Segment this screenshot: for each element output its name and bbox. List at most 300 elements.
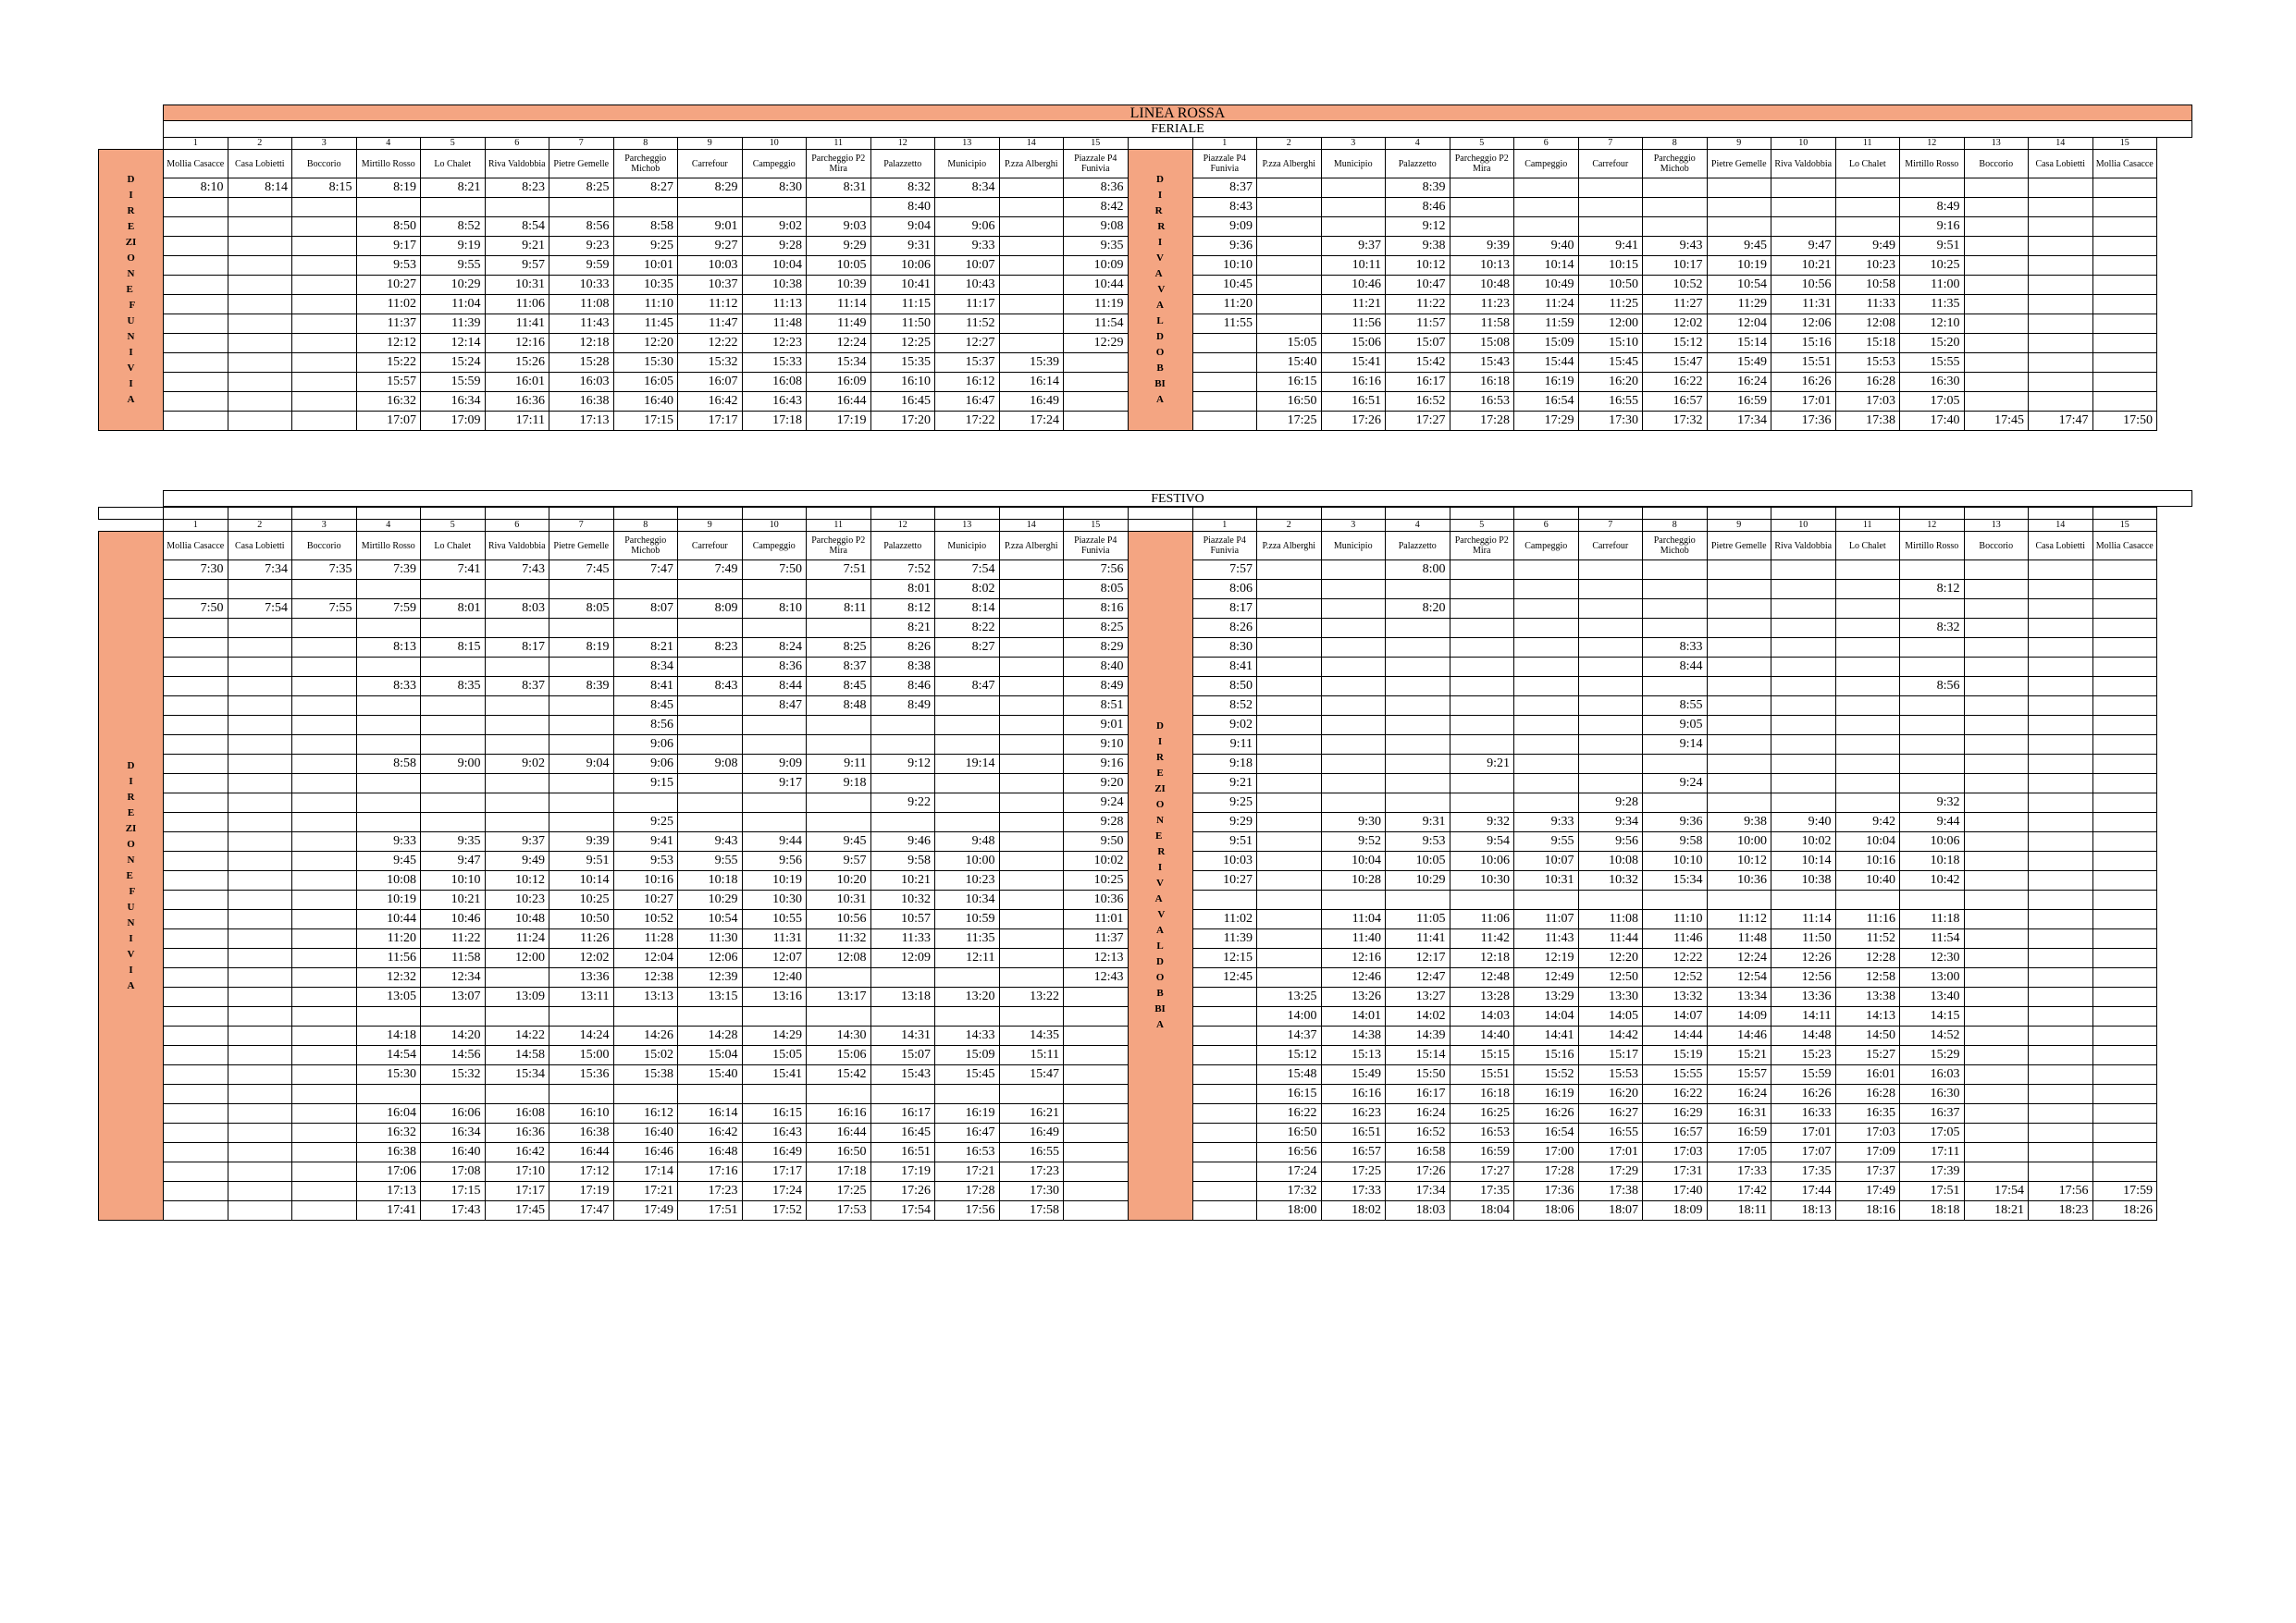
time-cell <box>1964 599 2029 619</box>
time-cell <box>228 852 292 871</box>
spacer-cell <box>1707 508 1771 520</box>
time-cell: 11:29 <box>1707 295 1771 314</box>
stop-number: 9 <box>678 520 743 532</box>
time-cell <box>1771 178 1836 198</box>
time-cell <box>935 716 1000 735</box>
stop-name: Lo Chalet <box>421 150 486 178</box>
time-cell: 11:22 <box>1386 295 1450 314</box>
time-cell: 10:06 <box>1900 832 1965 852</box>
time-cell <box>1835 735 1900 755</box>
time-cell: 17:07 <box>356 412 421 431</box>
time-cell: 9:11 <box>1192 735 1257 755</box>
time-cell: 17:17 <box>485 1182 549 1201</box>
time-cell: 9:24 <box>1064 793 1129 813</box>
time-cell: 9:01 <box>1064 716 1129 735</box>
time-cell: 9:51 <box>1192 832 1257 852</box>
time-cell <box>1257 256 1322 276</box>
time-cell: 11:24 <box>485 929 549 949</box>
time-cell <box>999 696 1064 716</box>
time-cell <box>1964 295 2029 314</box>
stop-name: Parcheggio Michob <box>613 150 678 178</box>
time-cell: 10:21 <box>421 891 486 910</box>
time-cell: 10:19 <box>1707 256 1771 276</box>
time-cell: 10:52 <box>1643 276 1708 295</box>
time-cell: 9:58 <box>870 852 935 871</box>
time-cell: 8:26 <box>1192 619 1257 638</box>
time-cell: 10:14 <box>1771 852 1836 871</box>
time-cell <box>292 929 357 949</box>
stop-name: Palazzetto <box>1386 150 1450 178</box>
time-cell: 17:45 <box>485 1201 549 1221</box>
time-cell <box>228 392 292 412</box>
stop-name: Parcheggio Michob <box>1643 532 1708 560</box>
time-cell <box>742 1007 807 1027</box>
time-cell: 10:02 <box>1771 832 1836 852</box>
time-cell <box>1707 696 1771 716</box>
time-cell <box>228 1182 292 1201</box>
time-cell: 15:27 <box>1835 1046 1900 1065</box>
stop-name: Riva Valdobbia <box>1771 150 1836 178</box>
time-cell <box>1064 1085 1129 1104</box>
time-cell <box>1964 1007 2029 1027</box>
stop-number: 6 <box>1514 138 1579 150</box>
time-cell <box>1707 716 1771 735</box>
time-cell: 14:13 <box>1835 1007 1900 1027</box>
spacer-cell <box>678 508 743 520</box>
time-cell: 16:33 <box>1771 1104 1836 1124</box>
time-cell: 11:14 <box>1771 910 1836 929</box>
stop-name: Riva Valdobbia <box>1771 532 1836 560</box>
stop-name: Parcheggio P2 Mira <box>1450 150 1514 178</box>
time-cell: 14:44 <box>1643 1027 1708 1046</box>
time-cell: 9:31 <box>1386 813 1450 832</box>
time-cell: 16:38 <box>356 1143 421 1162</box>
spacer-cell <box>164 508 228 520</box>
time-cell: 10:04 <box>742 256 807 276</box>
time-cell <box>1835 891 1900 910</box>
time-cell: 9:08 <box>678 755 743 774</box>
time-cell: 16:59 <box>1450 1143 1514 1162</box>
time-cell <box>2029 1046 2093 1065</box>
time-cell <box>1964 276 2029 295</box>
time-cell: 13:17 <box>807 988 871 1007</box>
time-cell: 11:06 <box>485 295 549 314</box>
time-cell: 10:14 <box>549 871 614 891</box>
time-cell <box>613 580 678 599</box>
time-cell: 17:51 <box>1900 1182 1965 1201</box>
time-cell: 8:12 <box>870 599 935 619</box>
time-cell: 16:53 <box>1450 1124 1514 1143</box>
time-cell: 12:54 <box>1707 968 1771 988</box>
time-cell <box>1321 658 1386 677</box>
time-cell <box>999 276 1064 295</box>
stop-name: Parcheggio Michob <box>613 532 678 560</box>
time-cell <box>356 1007 421 1027</box>
time-cell: 7:59 <box>356 599 421 619</box>
time-cell: 14:42 <box>1578 1027 1643 1046</box>
time-cell: 12:06 <box>678 949 743 968</box>
stop-number: 3 <box>292 138 357 150</box>
time-cell <box>1321 793 1386 813</box>
time-cell: 9:48 <box>935 832 1000 852</box>
time-cell: 10:49 <box>1514 276 1579 295</box>
time-cell <box>2029 696 2093 716</box>
time-cell: 12:45 <box>1192 968 1257 988</box>
stop-number: 7 <box>1578 138 1643 150</box>
time-cell <box>1643 560 1708 580</box>
time-cell <box>164 1027 228 1046</box>
time-cell <box>1257 658 1322 677</box>
time-cell: 8:44 <box>1643 658 1708 677</box>
time-cell: 12:24 <box>1707 949 1771 968</box>
time-cell: 10:21 <box>870 871 935 891</box>
time-cell <box>935 813 1000 832</box>
time-cell: 15:35 <box>870 353 935 373</box>
time-cell <box>292 696 357 716</box>
stop-number: 2 <box>228 520 292 532</box>
time-cell: 10:43 <box>935 276 1000 295</box>
time-cell: 13:34 <box>1707 988 1771 1007</box>
time-cell <box>999 560 1064 580</box>
time-cell <box>2092 334 2157 353</box>
time-cell: 10:14 <box>1514 256 1579 276</box>
time-cell: 17:35 <box>1450 1182 1514 1201</box>
direction-funivia: DIREZIONE FUNIVIA <box>99 532 164 1221</box>
time-cell: 15:33 <box>742 353 807 373</box>
time-cell: 17:52 <box>742 1201 807 1221</box>
time-cell: 17:06 <box>356 1162 421 1182</box>
time-cell: 8:49 <box>1900 198 1965 217</box>
time-cell: 9:25 <box>613 813 678 832</box>
time-cell: 16:50 <box>1257 392 1322 412</box>
time-cell: 9:57 <box>485 256 549 276</box>
stop-number: 5 <box>1450 520 1514 532</box>
time-cell <box>421 580 486 599</box>
time-cell <box>1192 988 1257 1007</box>
time-cell <box>2092 793 2157 813</box>
time-cell: 18:11 <box>1707 1201 1771 1221</box>
time-cell: 13:36 <box>549 968 614 988</box>
time-cell <box>292 755 357 774</box>
time-cell: 14:35 <box>999 1027 1064 1046</box>
time-cell: 16:36 <box>485 1124 549 1143</box>
time-cell <box>678 716 743 735</box>
time-cell <box>1964 237 2029 256</box>
time-cell <box>2092 178 2157 198</box>
time-cell: 16:01 <box>1835 1065 1900 1085</box>
time-cell <box>421 716 486 735</box>
time-cell <box>1964 392 2029 412</box>
stop-name: Mirtillo Rosso <box>1900 150 1965 178</box>
time-cell <box>549 716 614 735</box>
time-cell <box>2092 891 2157 910</box>
time-cell: 16:45 <box>870 392 935 412</box>
time-cell: 8:46 <box>870 677 935 696</box>
spacer-cell <box>1450 508 1514 520</box>
time-cell: 9:01 <box>678 217 743 237</box>
time-cell <box>1257 580 1322 599</box>
time-cell: 8:55 <box>1643 696 1708 716</box>
time-cell <box>1964 619 2029 638</box>
time-cell: 15:38 <box>613 1065 678 1085</box>
time-cell: 16:51 <box>1321 392 1386 412</box>
feriale-label: FERIALE <box>163 121 2192 138</box>
stop-number: 2 <box>228 138 292 150</box>
time-cell: 9:29 <box>807 237 871 256</box>
time-cell <box>164 658 228 677</box>
time-cell: 12:50 <box>1578 968 1643 988</box>
time-cell: 18:04 <box>1450 1201 1514 1221</box>
time-cell: 12:02 <box>549 949 614 968</box>
time-cell: 10:30 <box>742 891 807 910</box>
time-cell <box>2029 929 2093 949</box>
time-cell <box>164 295 228 314</box>
time-cell: 12:56 <box>1771 968 1836 988</box>
time-cell: 15:30 <box>356 1065 421 1085</box>
time-cell <box>807 813 871 832</box>
time-cell: 15:22 <box>356 353 421 373</box>
time-cell: 16:50 <box>807 1143 871 1162</box>
time-cell <box>1192 1104 1257 1124</box>
time-cell: 14:20 <box>421 1027 486 1046</box>
time-cell <box>485 696 549 716</box>
spacer-cell <box>99 520 164 532</box>
time-cell <box>613 198 678 217</box>
time-cell <box>228 619 292 638</box>
time-cell: 15:34 <box>485 1065 549 1085</box>
stop-number: 13 <box>935 520 1000 532</box>
time-cell: 9:45 <box>356 852 421 871</box>
time-cell: 13:00 <box>1900 968 1965 988</box>
time-cell: 11:54 <box>1900 929 1965 949</box>
time-cell: 10:34 <box>935 891 1000 910</box>
time-cell: 16:52 <box>1386 1124 1450 1143</box>
time-cell <box>1835 198 1900 217</box>
time-cell: 10:04 <box>1835 832 1900 852</box>
time-cell: 14:37 <box>1257 1027 1322 1046</box>
stop-number: 14 <box>999 138 1064 150</box>
time-cell: 19:14 <box>935 755 1000 774</box>
time-cell <box>1835 599 1900 619</box>
stop-name: P.zza Alberghi <box>999 150 1064 178</box>
stop-name: Boccorio <box>292 532 357 560</box>
time-cell <box>292 1143 357 1162</box>
time-cell <box>228 949 292 968</box>
time-cell <box>549 1085 614 1104</box>
time-cell <box>2092 1104 2157 1124</box>
time-cell: 15:42 <box>807 1065 871 1085</box>
time-cell <box>999 1007 1064 1027</box>
time-cell: 15:40 <box>1257 353 1322 373</box>
time-cell <box>1578 658 1643 677</box>
stop-number: 15 <box>2092 520 2157 532</box>
time-cell: 16:49 <box>742 1143 807 1162</box>
time-cell: 16:25 <box>1450 1104 1514 1124</box>
time-cell <box>2029 677 2093 696</box>
time-cell <box>292 1104 357 1124</box>
time-cell: 8:21 <box>421 178 486 198</box>
time-cell <box>485 1085 549 1104</box>
time-cell: 7:50 <box>742 560 807 580</box>
time-cell: 10:30 <box>1450 871 1514 891</box>
time-cell: 9:32 <box>1900 793 1965 813</box>
time-cell <box>228 237 292 256</box>
time-cell: 11:59 <box>1514 314 1579 334</box>
time-cell <box>1514 560 1579 580</box>
time-cell: 9:55 <box>421 256 486 276</box>
time-cell <box>228 735 292 755</box>
time-cell <box>228 638 292 658</box>
time-cell <box>549 619 614 638</box>
time-cell: 10:54 <box>1707 276 1771 295</box>
time-cell <box>1192 1065 1257 1085</box>
time-cell: 12:30 <box>1900 949 1965 968</box>
time-cell: 16:32 <box>356 392 421 412</box>
time-cell <box>2029 256 2093 276</box>
time-cell <box>1578 599 1643 619</box>
time-cell: 17:47 <box>549 1201 614 1221</box>
time-cell <box>356 619 421 638</box>
spacer-cell <box>549 508 614 520</box>
time-cell: 11:49 <box>807 314 871 334</box>
time-cell: 8:14 <box>935 599 1000 619</box>
spacer-cell <box>742 508 807 520</box>
stop-name: Boccorio <box>1964 532 2029 560</box>
time-cell: 12:26 <box>1771 949 1836 968</box>
time-cell <box>1835 580 1900 599</box>
time-cell: 15:11 <box>999 1046 1064 1065</box>
time-cell <box>999 237 1064 256</box>
time-cell: 14:46 <box>1707 1027 1771 1046</box>
stop-number: 14 <box>2029 520 2093 532</box>
time-cell: 11:22 <box>421 929 486 949</box>
time-cell: 8:41 <box>1192 658 1257 677</box>
time-cell <box>1964 891 2029 910</box>
time-cell <box>678 1085 743 1104</box>
time-cell: 11:04 <box>421 295 486 314</box>
time-cell <box>292 735 357 755</box>
time-cell <box>1514 793 1579 813</box>
time-cell <box>549 813 614 832</box>
time-cell: 17:24 <box>742 1182 807 1201</box>
time-cell: 11:33 <box>1835 295 1900 314</box>
time-cell: 8:25 <box>807 638 871 658</box>
time-cell <box>2029 580 2093 599</box>
stop-number: 5 <box>1450 138 1514 150</box>
time-cell: 10:50 <box>549 910 614 929</box>
time-cell <box>485 793 549 813</box>
time-cell: 17:15 <box>421 1182 486 1201</box>
time-cell: 12:27 <box>935 334 1000 353</box>
time-cell: 16:28 <box>1835 373 1900 392</box>
time-cell <box>292 353 357 373</box>
time-cell <box>164 1065 228 1085</box>
time-cell: 17:54 <box>1964 1182 2029 1201</box>
time-cell <box>1064 1162 1129 1182</box>
time-cell <box>1514 638 1579 658</box>
time-cell: 17:24 <box>1257 1162 1322 1182</box>
time-cell: 16:24 <box>1707 373 1771 392</box>
time-cell: 18:09 <box>1643 1201 1708 1221</box>
time-cell <box>1192 891 1257 910</box>
time-cell <box>999 774 1064 793</box>
time-cell: 8:30 <box>742 178 807 198</box>
time-cell <box>292 373 357 392</box>
time-cell <box>1192 1182 1257 1201</box>
time-cell <box>1578 677 1643 696</box>
time-cell: 9:43 <box>1643 237 1708 256</box>
time-cell: 17:22 <box>935 412 1000 431</box>
time-cell: 14:05 <box>1578 1007 1643 1027</box>
time-cell <box>678 735 743 755</box>
time-cell <box>1386 677 1450 696</box>
time-cell <box>1450 619 1514 638</box>
time-cell: 16:16 <box>807 1104 871 1124</box>
time-cell: 8:58 <box>356 755 421 774</box>
stop-number: 2 <box>1257 138 1322 150</box>
time-cell <box>164 392 228 412</box>
time-cell: 15:43 <box>870 1065 935 1085</box>
time-cell: 15:41 <box>1321 353 1386 373</box>
spacer-cell <box>1064 508 1129 520</box>
time-cell <box>1450 658 1514 677</box>
time-cell <box>1386 755 1450 774</box>
time-cell <box>1257 217 1322 237</box>
time-cell: 9:32 <box>1450 813 1514 832</box>
time-cell: 8:23 <box>678 638 743 658</box>
time-cell <box>1643 755 1708 774</box>
time-cell: 17:34 <box>1707 412 1771 431</box>
time-cell: 16:24 <box>1707 1085 1771 1104</box>
time-cell <box>228 1027 292 1046</box>
time-cell <box>292 813 357 832</box>
time-cell: 8:17 <box>1192 599 1257 619</box>
time-cell: 16:44 <box>807 392 871 412</box>
time-cell: 15:23 <box>1771 1046 1836 1065</box>
time-cell: 16:57 <box>1321 1143 1386 1162</box>
time-cell: 15:09 <box>1514 334 1579 353</box>
time-cell: 8:31 <box>807 178 871 198</box>
time-cell <box>549 658 614 677</box>
time-cell <box>228 929 292 949</box>
time-cell <box>1514 774 1579 793</box>
time-cell: 11:13 <box>742 295 807 314</box>
time-cell <box>1964 696 2029 716</box>
time-cell: 17:36 <box>1771 412 1836 431</box>
time-cell <box>292 871 357 891</box>
time-cell <box>1964 638 2029 658</box>
stop-name: Palazzetto <box>870 532 935 560</box>
time-cell: 11:31 <box>1771 295 1836 314</box>
stop-name: P.zza Alberghi <box>1257 150 1322 178</box>
time-cell: 16:27 <box>1578 1104 1643 1124</box>
time-cell <box>1321 891 1386 910</box>
time-cell <box>1771 755 1836 774</box>
time-cell <box>613 619 678 638</box>
time-cell: 9:09 <box>742 755 807 774</box>
time-cell <box>164 1143 228 1162</box>
time-cell <box>292 1201 357 1221</box>
stop-name-row <box>99 150 2157 178</box>
time-cell: 10:09 <box>1064 256 1129 276</box>
time-cell: 9:45 <box>1707 237 1771 256</box>
time-cell: 16:09 <box>807 373 871 392</box>
time-cell: 17:44 <box>1771 1182 1836 1201</box>
time-cell <box>549 793 614 813</box>
spacer-cell <box>421 508 486 520</box>
time-cell: 14:01 <box>1321 1007 1386 1027</box>
time-cell <box>870 716 935 735</box>
